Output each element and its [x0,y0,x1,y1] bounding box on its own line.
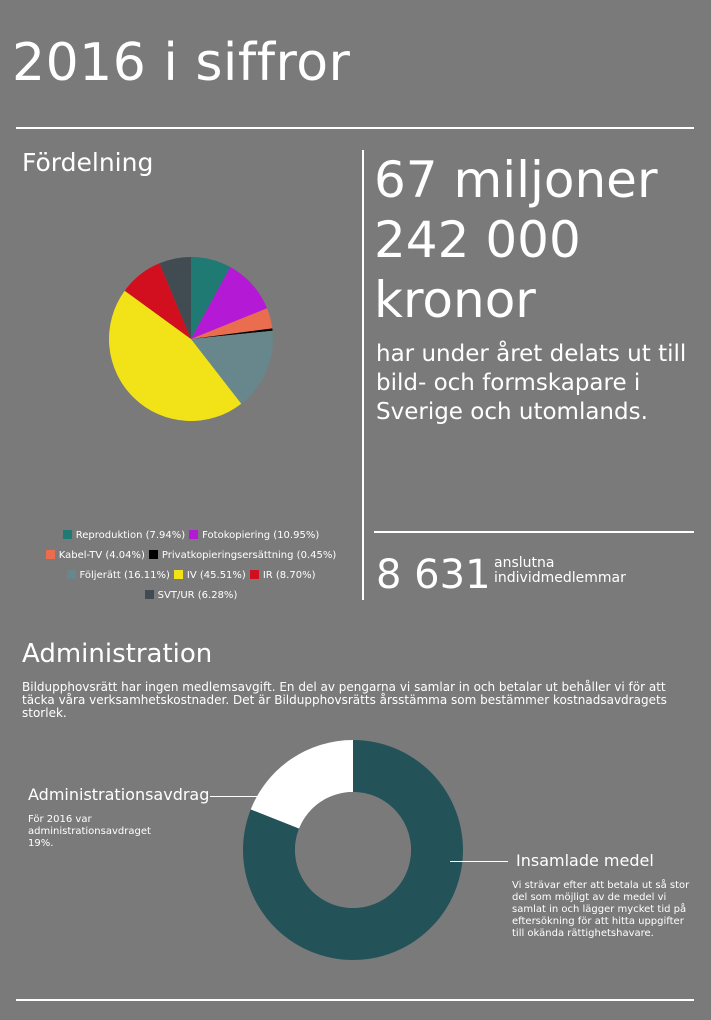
legend-item-fotokopiering [189,526,319,546]
top-divider [16,127,694,129]
legend-label: IR (8.70%) [262,570,316,581]
distributed-amount [374,150,704,330]
vertical-divider [362,150,364,600]
members-divider [374,531,694,533]
members-label-line-1: anslutna [494,555,555,571]
legend-swatch [63,530,72,539]
legend-label: Fotokopiering (10.95%) [202,530,320,541]
members-label [494,556,626,586]
legend-swatch [145,590,154,599]
legend-item-iv [174,566,246,586]
admin-fee-leader-line [210,796,262,797]
donut-hole [295,792,411,908]
administration-donut-chart [240,737,466,963]
legend-label: Reproduktion (7.94%) [75,530,186,541]
legend-swatch [46,550,55,559]
legend-item-privatkopieringsersattning [149,546,336,566]
admin-fee-description: För 2016 var administrationsavdraget 19%. [28,814,151,849]
legend-row [18,586,364,606]
collected-funds-leader-line [450,861,508,862]
amount-line-3: kronor [374,271,536,329]
legend-label: Följerätt (16.11%) [79,570,170,581]
amount-line-2: 242 000 [374,211,581,269]
members-label-line-2: individmedlemmar [494,570,626,586]
legend-item-ir [250,566,316,586]
legend-row [18,546,364,566]
legend-label: Privatkopieringsersättning (0.45%) [161,550,337,561]
bottom-divider [16,999,694,1001]
legend-item-reproduktion [63,526,185,546]
administration-heading: Administration [22,639,213,669]
collected-funds-description: Vi strävar efter att betala ut så stor del som möjligt av de medel vi samlat in och lägger mycket tid på eftersökning för att hitta uppgifter till okända rättighetshavare. [512,880,690,939]
administration-text: Bildupphovsrätt har ingen medlemsavgift. En del av pengarna vi samlar in och betalar ut behåller vi för att täcka våra verksamhetskostnader. Det är Bildupphovsrätts årsstämma som bestämmer kostnadsavdragets storlek. [22,680,667,720]
distribution-pie-chart [98,246,284,432]
legend-swatch [67,570,76,579]
amount-line-1: 67 miljoner [374,151,658,209]
legend-label: IV (45.51%) [186,570,246,581]
legend-swatch [189,530,198,539]
page-title: 2016 i siffror [12,33,351,93]
amount-description: har under året delats ut till bild- och formskapare i Sverige och utomlands. [376,341,687,425]
legend-swatch [250,570,259,579]
legend-row [18,566,364,586]
legend-label: Kabel-TV (4.04%) [58,550,145,561]
legend-label: SVT/UR (6.28%) [157,590,238,601]
legend-item-svt-ur [145,586,238,606]
admin-fee-label: Administrationsavdrag [28,785,210,804]
distribution-legend [18,526,364,606]
collected-funds-label: Insamlade medel [516,851,654,870]
members-count: 8 631 [376,552,491,598]
legend-item-kabel-tv [46,546,145,566]
legend-swatch [174,570,183,579]
legend-item-foljeratt [67,566,170,586]
legend-row [18,526,364,546]
distribution-heading: Fördelning [22,148,154,177]
legend-swatch [149,550,158,559]
